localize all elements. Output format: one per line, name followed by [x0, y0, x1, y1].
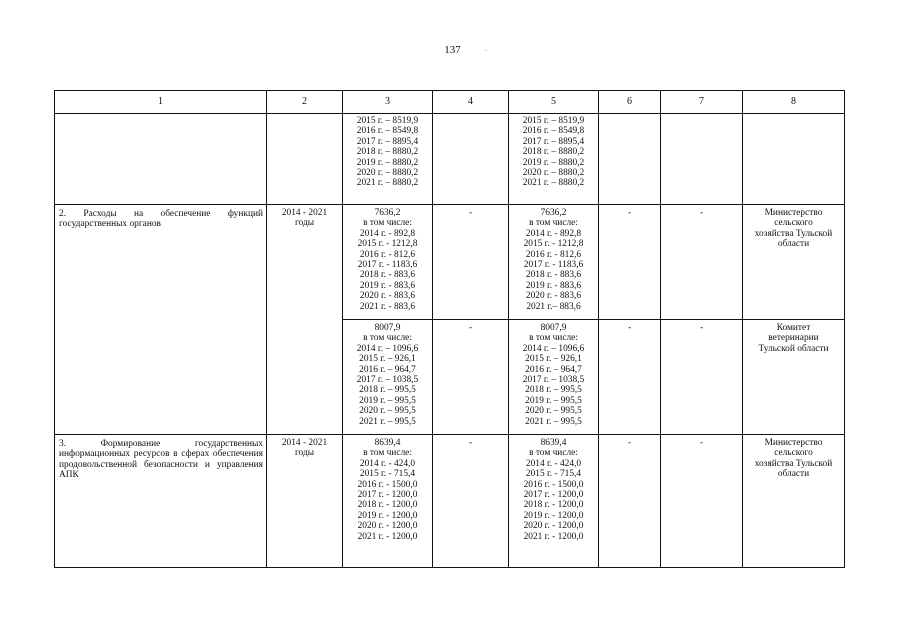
- amount-lines: 8007,9 в том числе: 2014 г. – 1096,6 2015 г. – 926,1 2016 г. – 964,7 2017 г. – 1038,5 2018 г. – 995,5 2019 г. – 995,5 2020 г. – 995,5 2021 г. – 995,5: [356, 323, 419, 427]
- executor-text: Министерство сельского хозяйства Тульской области: [754, 438, 833, 480]
- cell-empty: [661, 114, 743, 205]
- header-cell: 2: [267, 91, 343, 114]
- amount-lines: 2015 г. – 8519,9 2016 г. – 8549,8 2017 г. – 8895,4 2018 г. – 8880,2 2019 г. – 8880,2 2020 г. – 8880,2 2021 г. – 8880,2: [522, 116, 585, 189]
- cell-dash: -: [661, 205, 743, 320]
- cell-amount-regional: [509, 320, 599, 435]
- amount-lines: 8007,9 в том числе: 2014 г. – 1096,6 2015 г. – 926,1 2016 г. – 964,7 2017 г. – 1038,5 2018 г. – 995,5 2019 г. – 995,5 2020 г. – 995,5 2021 г. – 995,5: [522, 323, 585, 427]
- cell-amount-total: [343, 435, 433, 568]
- cell-dash: -: [599, 320, 661, 435]
- executor-text: Комитет ветеринарии Тульской области: [758, 323, 829, 354]
- header-cell: 6: [599, 91, 661, 114]
- header-cell: 8: [743, 91, 845, 114]
- cell-amount-regional: [509, 435, 599, 568]
- cell-dash: -: [661, 320, 743, 435]
- cell-empty: [743, 114, 845, 205]
- amount-lines: 8639,4 в том числе: 2014 г. - 424,0 2015 г. - 715,4 2016 г. - 1500,0 2017 г. - 1200,0 2018 г. - 1200,0 2019 г. - 1200,0 2020 г. - 1200,0 2021 г. - 1200,0: [357, 438, 418, 542]
- header-cell: 3: [343, 91, 433, 114]
- cell-empty: [599, 114, 661, 205]
- table-row-continuation: [55, 114, 845, 205]
- cell-dash: -: [433, 320, 509, 435]
- cell-empty: [267, 114, 343, 205]
- cell-empty: [433, 114, 509, 205]
- cell-amount-regional: [509, 114, 599, 205]
- header-row: [55, 91, 845, 114]
- cell-dash: -: [599, 435, 661, 568]
- cell-item-name: 3. Формирование государственных информационных ресурсов в сферах обеспечения продовольственной безопасности и управления АПК: [55, 435, 267, 568]
- amount-lines: 2015 г. – 8519,9 2016 г. – 8549,8 2017 г. – 8895,4 2018 г. – 8880,2 2019 г. – 8880,2 2020 г. – 8880,2 2021 г. – 8880,2: [356, 116, 419, 189]
- period-text: 2014 - 2021 годы: [281, 208, 328, 229]
- executor-text: Министерство сельского хозяйства Тульской области: [754, 208, 833, 250]
- period-text: 2014 - 2021 годы: [281, 438, 328, 459]
- cell-amount-regional: [509, 205, 599, 320]
- cell-executor: [743, 435, 845, 568]
- table-row-item-3: [55, 435, 845, 568]
- cell-period: [267, 205, 343, 435]
- cell-dash: -: [599, 205, 661, 320]
- header-cell: 4: [433, 91, 509, 114]
- amount-lines: 7636,2 в том числе: 2014 г. - 892,8 2015 г. - 1212,8 2016 г. - 812,6 2017 г. - 1183,6 2018 г. - 883,6 2019 г. - 883,6 2020 г. - 883,6 2021 г. - 883,6: [357, 208, 418, 312]
- cell-executor: [743, 320, 845, 435]
- cell-amount-total: [343, 205, 433, 320]
- cell-amount-total: [343, 320, 433, 435]
- header-cell: 5: [509, 91, 599, 114]
- cell-dash: -: [433, 435, 509, 568]
- header-cell: 1: [55, 91, 267, 114]
- cell-empty: [55, 114, 267, 205]
- cell-item-name: 2. Расходы на обеспечение функций государственных органов: [55, 205, 267, 435]
- budget-table: [54, 90, 845, 568]
- cell-dash: -: [661, 435, 743, 568]
- cell-dash: -: [433, 205, 509, 320]
- cell-period: [267, 435, 343, 568]
- table-row-item-2a: [55, 205, 845, 320]
- header-cell: 7: [661, 91, 743, 114]
- amount-lines: 8639,4 в том числе: 2014 г. - 424,0 2015 г. - 715,4 2016 г. - 1500,0 2017 г. - 1200,0 2018 г. - 1200,0 2019 г. - 1200,0 2020 г. - 1200,0 2021 г. - 1200,0: [523, 438, 584, 542]
- page-mark: .: [485, 44, 487, 53]
- cell-executor: [743, 205, 845, 320]
- amount-lines: 7636,2 в том числе: 2014 г. - 892,8 2015 г. - 1212,8 2016 г. - 812,6 2017 г. - 1183,6 2018 г. - 883,6 2019 г. - 883,6 2020 г. - 883,6 2021 г.– 883,6: [523, 208, 584, 312]
- cell-amount-total: [343, 114, 433, 205]
- page-number: 137: [444, 44, 461, 56]
